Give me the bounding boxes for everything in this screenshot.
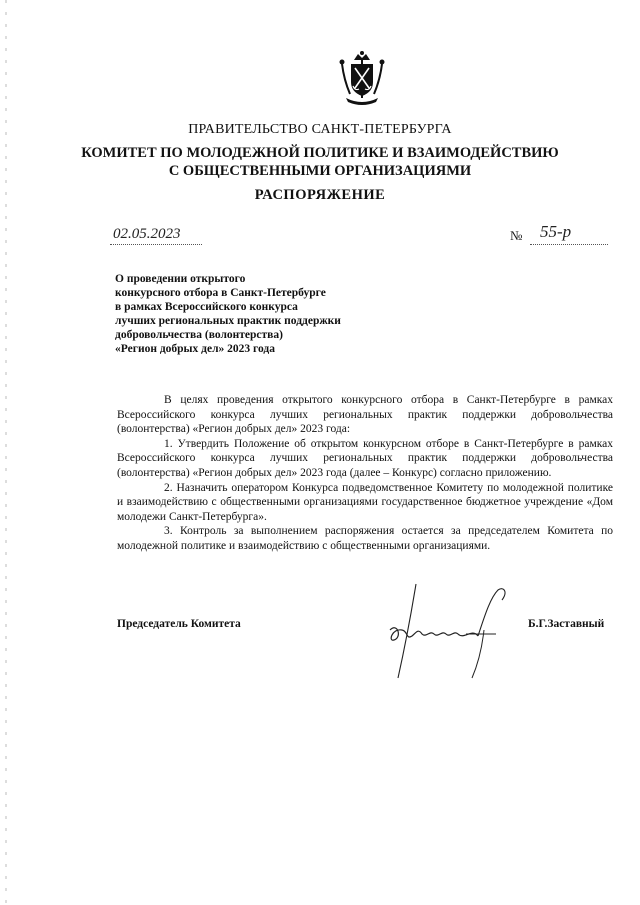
document-type: РАСПОРЯЖЕНИЕ — [254, 187, 386, 203]
handwritten-signature — [368, 578, 518, 688]
committee-title — [0, 144, 640, 180]
body-item-3: 3. Контроль за выполнением распоряжения остается за председателем Комитета по молодежной политике и взаимодействию с общественными организациями. — [117, 525, 613, 552]
signatory-name: Б.Г.Заставный — [528, 618, 605, 630]
subject-line: «Регион добрых дел» 2023 года — [115, 343, 275, 355]
subject-line: О проведении открытого — [115, 273, 246, 285]
body-item-2: 2. Назначить оператором Конкурса подведомственное Комитету по молодежной политике и взаимодействию с общественными организациями государственное бюджетное учреждение «Дом молодежи Санкт-Петербурга». — [117, 481, 613, 523]
document-body — [117, 393, 613, 554]
signatory-title: Председатель Комитета — [117, 618, 241, 630]
number-underline — [530, 244, 608, 245]
committee-title-line-1: КОМИТЕТ ПО МОЛОДЕЖНОЙ ПОЛИТИКЕ И ВЗАИМОДЕЙСТВИЮ — [81, 145, 559, 161]
document-number: 55-р — [540, 222, 572, 241]
document-date: 02.05.2023 — [113, 226, 181, 242]
coat-of-arms-emblem — [338, 50, 386, 106]
subject-block — [115, 272, 445, 356]
government-title: ПРАВИТЕЛЬСТВО САНКТ-ПЕТЕРБУРГА — [188, 122, 452, 137]
committee-title-line-2: С ОБЩЕСТВЕННЫМИ ОРГАНИЗАЦИЯМИ — [168, 163, 472, 179]
subject-line: лучших региональных практик поддержки — [115, 315, 341, 327]
subject-line: конкурсного отбора в Санкт-Петербурге — [115, 287, 326, 299]
subject-line: в рамках Всероссийского конкурса — [115, 301, 298, 313]
number-label: № — [510, 228, 523, 243]
subject-line: добровольчества (волонтерства) — [115, 329, 283, 341]
date-underline — [110, 244, 202, 245]
body-item-1: 1. Утвердить Положение об открытом конкурсном отборе в Санкт-Петербурге в рамках Всероссийского конкурса лучших региональных практик поддержки добровольчества (волонтерства) «Регион добрых дел» 2023 года (далее – Конкурс) согласно приложению. — [117, 437, 613, 479]
body-intro: В целях проведения открытого конкурсного отбора в Санкт-Петербурге в рамках Всероссийского конкурса лучших региональных практик поддержки добровольчества (волонтерства) «Регион добрых дел» 2023 года: — [117, 394, 613, 436]
